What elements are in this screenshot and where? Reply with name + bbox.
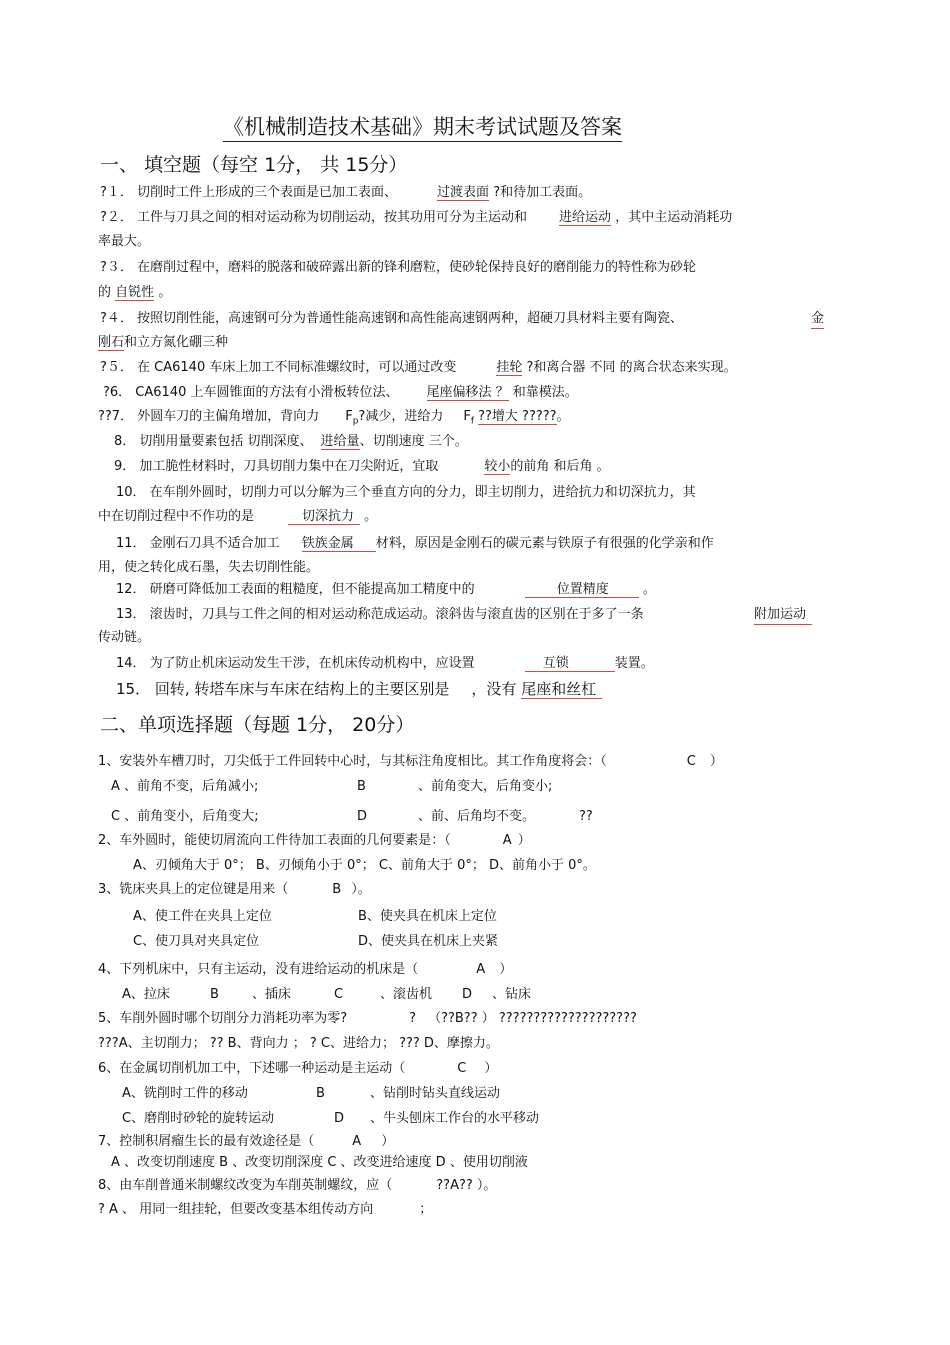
option-text: ； xyxy=(419,1202,433,1217)
fill-question-8 xyxy=(114,433,468,451)
option-d-letter: D xyxy=(334,1111,345,1126)
option-c-letter: C xyxy=(334,987,344,1002)
question-text: 11． 金刚石刀具不适合加工 xyxy=(116,536,280,551)
question-text: 。 xyxy=(642,582,656,597)
option-a: A、铣削时工件的移动 xyxy=(122,1086,248,1101)
bracket: ） xyxy=(381,1134,395,1149)
option-a: A、使工件在夹具上定位 xyxy=(133,909,272,924)
question-text: 中在切削过程中不作功的是 xyxy=(98,509,255,524)
choice-question-8 xyxy=(98,1177,496,1195)
option-text: ? A 、 用同一组挂轮，但要改变基本组传动方向 xyxy=(98,1202,374,1217)
question-text: 7、控制积屑瘤生长的最有效途径是（ xyxy=(98,1134,315,1149)
fill-question-6 xyxy=(103,384,578,402)
answer-choice: B xyxy=(332,882,342,897)
question-text: 的前角 和后角 。 xyxy=(510,459,610,474)
question-text: 9． 加工脆性材料时，刀具切削力集中在刀尖附近，宜取 xyxy=(114,459,439,474)
question-text: 6、在金属切削机加工中，下述哪一种运动是主运动（ xyxy=(98,1061,406,1076)
fill-question-13: 13． 滚齿时，刀具与工件之间的相对运动称范成运动。滚斜齿与滚直齿的区别在于多了一条 xyxy=(116,607,644,622)
answer-8: 进给量 xyxy=(320,434,360,449)
option-a: A 、前角不变，后角减小; xyxy=(111,779,259,794)
page-title: 《机械制造技术基础》期末考试试题及答案 xyxy=(223,113,622,142)
fill-question-9 xyxy=(114,458,610,476)
question-text: ?减少，进给力 xyxy=(358,409,444,424)
question-text: ?和待加工表面。 xyxy=(493,185,592,200)
fill-question-4-cont xyxy=(98,334,228,352)
question-text: 的 xyxy=(98,285,112,300)
answer-choice: ??A?? xyxy=(436,1178,473,1193)
answer-13: 附加运动 xyxy=(754,606,812,625)
bracket: ）。 xyxy=(476,1178,497,1193)
fill-question-14 xyxy=(116,655,654,673)
option-c: C 、前角变小，后角变大; xyxy=(111,809,259,824)
question-text: 材料，原因是金刚石的碳元素与铁原子有很强的化学亲和作 xyxy=(375,536,714,551)
question-text: 3、铣床夹具上的定位键是用来（ xyxy=(98,882,289,897)
question-text: ?２． 工件与刀具之间的相对运动称为切削运动，按其功用可分为主运动和 xyxy=(100,210,528,225)
bracket: ） xyxy=(499,962,513,977)
option-b-letter: B xyxy=(357,779,366,794)
fill-question-15 xyxy=(116,678,602,700)
choice-question-4 xyxy=(98,961,512,979)
choice-question-6 xyxy=(98,1060,497,1078)
question-text: ??7． 外圆车刀的主偏角增加，背向力 xyxy=(98,409,320,424)
question-text: 装置。 xyxy=(614,656,654,671)
option-b: 、插床 xyxy=(252,987,292,1002)
answer-7: ??增大 ????? xyxy=(478,409,557,424)
question-text: ? xyxy=(409,1011,417,1026)
options-5: ???A、主切削力； ?? B、背向力 ； ? C、进给力； ??? D、摩擦力。 xyxy=(98,1036,499,1051)
question-text: ???????????????????? xyxy=(498,1011,637,1026)
question-text: 8． 切削用量要素包括 切削深度、 xyxy=(114,434,313,449)
question-text: 和靠模法。 xyxy=(512,385,578,400)
fill-question-11-cont: 用，使之转化成石墨，失去切削性能。 xyxy=(98,560,320,575)
answer-12: 位置精度 xyxy=(525,582,639,598)
question-text: 5、车削外圆时哪个切削分力消耗功率为零? xyxy=(98,1011,348,1026)
choice-question-7 xyxy=(98,1133,394,1151)
answer-5: 挂轮 xyxy=(496,360,523,375)
fill-question-13-cont: 传动链。 xyxy=(98,630,151,645)
fill-question-2 xyxy=(100,209,732,227)
fill-question-10: 10． 在车削外圆时，切削力可以分解为三个垂直方向的分力，即主切削力，进给抗力和切深抗力，其 xyxy=(116,485,696,500)
answer-choice: C xyxy=(457,1061,467,1076)
section-single-choice-heading: 二、单项选择题（每题 1分， 20分） xyxy=(100,714,415,736)
answer-4-part2: 刚石 xyxy=(98,335,125,350)
fill-question-3-cont xyxy=(98,284,171,302)
force-symbol: F xyxy=(463,409,471,424)
fill-question-4: ?４． 按照切削性能，高速钢可分为普通性能高速钢和高性能高速钢两种，超硬刀具材料主要有陶瓷、 xyxy=(100,311,684,326)
force-symbol: F xyxy=(345,409,353,424)
question-text: 4、下列机床中，只有主运动，没有进给运动的机床是（ xyxy=(98,962,419,977)
option-text: 、前、后角均不变。 xyxy=(418,809,536,824)
question-text: ?１． 切削时工件上形成的三个表面是已加工表面、 xyxy=(100,185,398,200)
bracket: ） xyxy=(484,1061,498,1076)
option-c: C、使刀具对夹具定位 xyxy=(133,934,260,949)
option-c: C、磨削时砂轮的旋转运动 xyxy=(122,1111,275,1126)
question-text: 15． 回转, 转塔车床与车床在结构上的主要区别是 xyxy=(116,680,450,698)
bracket: ）。 xyxy=(351,882,371,897)
answer-6: 尾座偏移法 ？ xyxy=(426,385,509,400)
answer-choice: A xyxy=(352,1134,362,1149)
option-d-letter: D xyxy=(357,809,368,824)
option-c: 、滚齿机 xyxy=(380,987,433,1002)
option-d xyxy=(418,808,593,826)
choice-question-1 xyxy=(98,753,723,771)
fill-question-7 xyxy=(98,408,570,431)
question-text: 2、车外圆时，能使切屑流向工件待加工表面的几何要素是：（ xyxy=(98,833,451,848)
question-text: ?５． 在 CA6140 车床上加工不同标准螺纹时，可以通过改变 xyxy=(100,360,457,375)
question-text: 。 xyxy=(364,509,378,524)
option-text: ?? xyxy=(579,809,593,824)
fill-question-12 xyxy=(116,581,656,599)
question-text: ，没有 xyxy=(471,680,517,698)
choice-question-3 xyxy=(98,881,371,899)
choice-question-5 xyxy=(98,1010,637,1028)
question-text: 、切削速度 三个。 xyxy=(359,434,468,449)
option-a: A、拉床 xyxy=(122,987,170,1002)
answer-2: 进给运动 xyxy=(559,210,612,225)
question-text: 14． 为了防止机床运动发生干涉，在机床传动机构中，应设置 xyxy=(116,656,475,671)
option-d: D、使夹具在机床上夹紧 xyxy=(358,934,499,949)
question-text: 和立方氮化硼三种 xyxy=(124,335,229,350)
question-text: 1、安装外车槽刀时，刀尖低于工件回转中心时，与其标注角度相比。其工作角度将会：（ xyxy=(98,754,607,769)
option-d: 、牛头刨床工作台的水平移动 xyxy=(370,1111,540,1126)
fill-question-10-cont xyxy=(98,508,377,526)
answer-15: 尾座和丝杠 xyxy=(521,680,602,699)
answer-4-part1: 金 xyxy=(811,310,824,329)
option-d: 、钻床 xyxy=(492,987,532,1002)
answer-3: 自锐性 xyxy=(115,285,155,300)
fill-question-11 xyxy=(116,535,714,553)
answer-choice: （??B?? ） xyxy=(428,1011,495,1026)
option-b: 、前角变大，后角变小; xyxy=(418,779,553,794)
option-b-letter: B xyxy=(210,987,219,1002)
answer-9: 较小 xyxy=(484,459,511,474)
question-text: 。 xyxy=(556,409,570,424)
bracket: ） xyxy=(709,754,723,769)
option-a xyxy=(98,1201,432,1219)
options-2: A、刃倾角大于 0°； B、刃倾角小于 0°； C、前角大于 0°； D、前角小于 0°。 xyxy=(133,858,596,873)
question-text: 8、由车削普通米制螺纹改变为车削英制螺纹，应（ xyxy=(98,1178,393,1193)
answer-choice: A xyxy=(476,962,486,977)
question-text: ，其中主运动消耗功 xyxy=(615,210,733,225)
option-b: 、钻削时钻头直线运动 xyxy=(370,1086,501,1101)
force-subscript: p xyxy=(352,416,359,427)
option-b-letter: B xyxy=(316,1086,325,1101)
question-text: ?和离合器 不同 的离合状态来实现。 xyxy=(526,360,737,375)
fill-question-3: ?３． 在磨削过程中，磨料的脱落和破碎露出新的锋利磨粒，使砂轮保持良好的磨削能力的特性称为砂轮 xyxy=(100,260,697,275)
option-b: B、使夹具在机床上定位 xyxy=(358,909,497,924)
options-7: A 、改变切削速度 B 、改变切削深度 C 、改变进给速度 D 、使用切削液 xyxy=(111,1155,528,1170)
fill-question-1 xyxy=(100,184,591,202)
answer-14: 互锁 xyxy=(525,656,615,672)
question-text: ?6． CA6140 上车圆锥面的方法有小滑板转位法、 xyxy=(103,385,399,400)
bracket: ） xyxy=(517,833,531,848)
answer-1: 过渡表面 xyxy=(437,185,490,200)
choice-question-2 xyxy=(98,832,531,850)
fill-question-2-cont: 率最大。 xyxy=(98,234,151,249)
answer-10: 切深抗力 xyxy=(288,509,360,525)
question-text: 12． 研磨可降低加工表面的粗糙度，但不能提高加工精度中的 xyxy=(116,582,475,597)
answer-11: 铁族金属 xyxy=(302,536,376,552)
answer-choice: C xyxy=(686,754,696,769)
section-fill-blank-heading: 一、 填空题（每空 1分， 共 15分） xyxy=(100,154,408,176)
question-text: 。 xyxy=(158,285,172,300)
option-d-letter: D xyxy=(462,987,473,1002)
force-subscript: f xyxy=(470,416,474,427)
fill-question-5 xyxy=(100,359,737,377)
answer-choice: A xyxy=(502,833,512,848)
